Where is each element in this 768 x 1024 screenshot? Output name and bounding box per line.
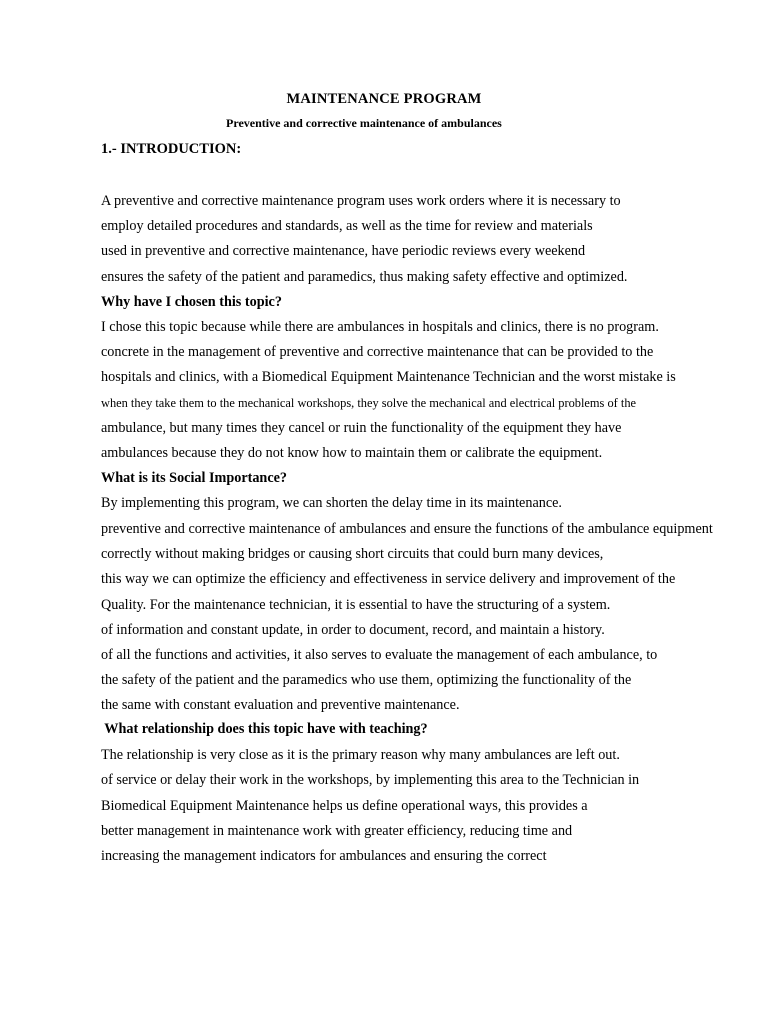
body-line: ensures the safety of the patient and paramedics, thus making safety effective and optimized. [101,269,628,285]
body-line: Quality. For the maintenance technician, it is essential to have the structuring of a system. [101,597,611,613]
body-line: I chose this topic because while there are ambulances in hospitals and clinics, there is no program. [101,319,659,335]
body-line: employ detailed procedures and standards, as well as the time for review and materials [101,218,593,234]
body-line: preventive and corrective maintenance of ambulances and ensure the functions of the ambulance equipment [101,521,713,537]
body-line: By implementing this program, we can shorten the delay time in its maintenance. [101,495,562,511]
question-heading-why-topic: Why have I chosen this topic? [101,294,282,310]
body-line: this way we can optimize the efficiency and effectiveness in service delivery and improvement of the [101,571,676,587]
body-line: of service or delay their work in the workshops, by implementing this area to the Technician in [101,772,640,788]
body-line: Biomedical Equipment Maintenance helps us define operational ways, this provides a [101,798,588,814]
body-line: of all the functions and activities, it also serves to evaluate the management of each ambulance, to [101,647,658,663]
body-line: the same with constant evaluation and preventive maintenance. [101,697,460,713]
document-subtitle: Preventive and corrective maintenance of ambulances [226,116,502,130]
body-line: the safety of the patient and the paramedics who use them, optimizing the functionality of the [101,672,632,688]
body-line: The relationship is very close as it is the primary reason why many ambulances are left out. [101,747,620,763]
question-heading-teaching: What relationship does this topic have with teaching? [101,721,428,737]
section-heading-introduction: 1.- INTRODUCTION: [101,141,242,157]
question-heading-social-importance: What is its Social Importance? [101,470,288,486]
body-line: increasing the management indicators for ambulances and ensuring the correct [101,848,547,864]
body-line: ambulance, but many times they cancel or ruin the functionality of the equipment they have [101,420,622,436]
body-line: A preventive and corrective maintenance program uses work orders where it is necessary to [101,193,621,209]
body-line: ambulances because they do not know how to maintain them or calibrate the equipment. [101,445,603,461]
body-line: correctly without making bridges or causing short circuits that could burn many devices, [101,546,604,562]
body-line: hospitals and clinics, with a Biomedical Equipment Maintenance Technician and the worst mistake is [101,369,676,385]
body-line: concrete in the management of preventive and corrective maintenance that can be provided to the [101,344,654,360]
document-title: MAINTENANCE PROGRAM [286,91,482,107]
body-line: better management in maintenance work with greater efficiency, reducing time and [101,823,573,839]
body-line: used in preventive and corrective maintenance, have periodic reviews every weekend [101,243,586,259]
body-line: when they take them to the mechanical workshops, they solve the mechanical and electrical problems of the [101,396,637,410]
body-line: of information and constant update, in order to document, record, and maintain a history. [101,622,605,638]
